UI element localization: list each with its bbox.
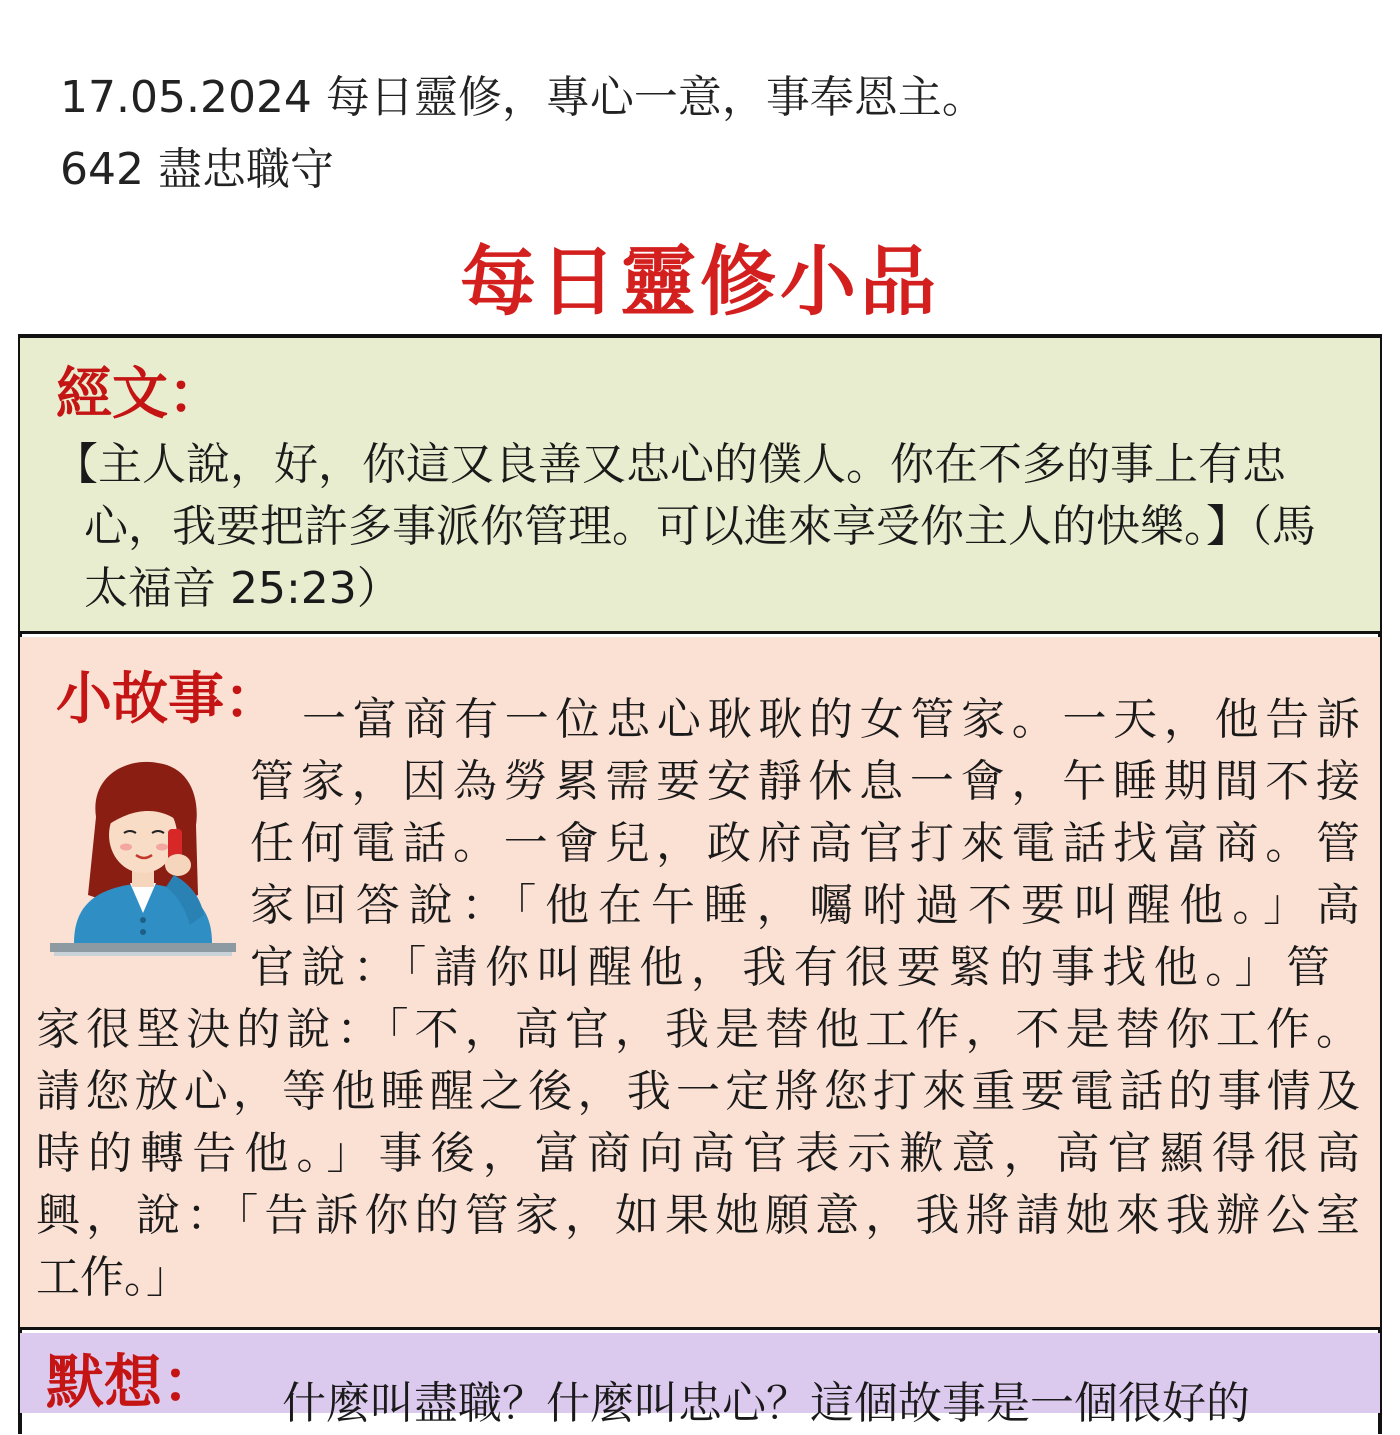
hymn-line: 642 盡忠職守 (60, 144, 334, 195)
story-line: 管家，因為勞累需要安靜休息一會，午睡期間不接 (250, 756, 1360, 807)
story-line: 興，說：「告訴你的管家，如果她願意，我將請她來我辦公室 (36, 1190, 1360, 1241)
page-title: 每日靈修小品 (460, 237, 940, 326)
meditation-text: 什麼叫盡職？什麼叫忠心？這個故事是一個很好的 (282, 1378, 1250, 1429)
meditation-section (20, 1333, 1380, 1429)
story-line: 時的轉告他。」事後，富商向高官表示歉意，高官顯得很高 (36, 1128, 1360, 1179)
story-line: 任何電話。一會兒，政府高官打來電話找富商。管 (250, 818, 1360, 869)
story-line: 工作。」 (36, 1252, 190, 1303)
scripture-label: 經文： (56, 362, 224, 427)
meditation-label: 默想： (46, 1348, 221, 1416)
story-label: 小故事： (56, 667, 280, 732)
story-line: 官說：「請你叫醒他，我有很要緊的事找他。」管 (250, 942, 1330, 993)
story-line: 請您放心，等他睡醒之後，我一定將您打來重要電話的事情及 (36, 1066, 1360, 1117)
story-line: 家回答說：「他在午睡，囑咐過不要叫醒他。」高 (250, 880, 1360, 931)
story-line: 一富商有一位忠心耿耿的女管家。一天，他告訴 (302, 694, 1360, 745)
story-section (20, 637, 1380, 1330)
scripture-text: 【主人說，好，你這又良善又忠心的僕人。你在不多的事上有忠心，我要把許多事派你管理。可以進來享受你主人的快樂。】（馬太福音 25:23） (54, 439, 1316, 614)
scripture-section (20, 338, 1380, 634)
story-line: 家很堅決的說：「不，高官，我是替他工作，不是替你工作。 (36, 1004, 1360, 1055)
woman-on-phone-illustration (48, 755, 238, 975)
date-line: 17.05.2024 每日靈修，專心一意，事奉恩主。 (60, 72, 986, 123)
